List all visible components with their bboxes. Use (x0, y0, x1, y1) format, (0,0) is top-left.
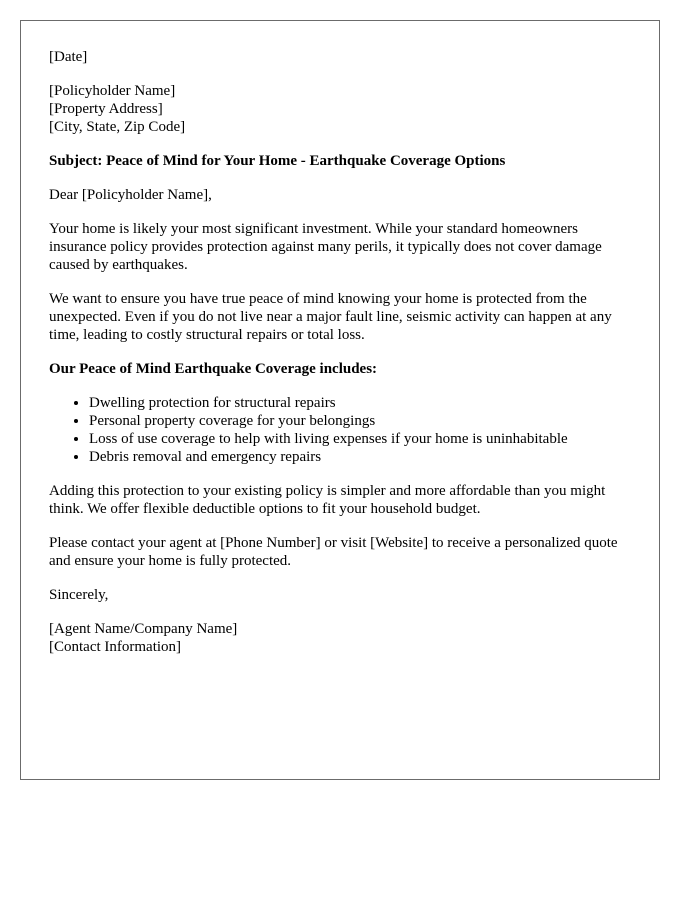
coverage-item: • Personal property coverage for your belongings (89, 412, 639, 430)
sign-off: Sincerely, (49, 587, 109, 603)
paragraph-affordable: Adding this protection to your existing policy is simpler and more affordable than you might think. We offer flexible deductible options to fit your household budget. (49, 483, 606, 517)
coverage-item: • Dwelling protection for structural repairs (89, 394, 639, 412)
paragraph-peace-of-mind: We want to ensure you have true peace of mind knowing your home is protected from the unexpected. Even if you do not live near a major fault line, seismic activity can happen at any time, leading to costly structural repairs or total loss. (49, 291, 612, 343)
paragraph-investment: Your home is likely your most significant investment. While your standard homeowners insurance policy provides protection against many perils, it typically does not cover damage caused by earthquakes. (49, 221, 602, 273)
coverage-list (49, 394, 639, 466)
recipient-address: [Property Address] (49, 101, 163, 117)
recipient-city-state-zip: [City, State, Zip Code] (49, 119, 186, 135)
letter-date: [Date] (49, 49, 88, 65)
recipient-block (49, 82, 639, 136)
coverage-item: • Loss of use coverage to help with living expenses if your home is uninhabitable (89, 430, 639, 448)
salutation: Dear [Policyholder Name], (49, 187, 212, 203)
subject-line: Subject: Peace of Mind for Your Home - Earthquake Coverage Options (49, 153, 506, 169)
coverage-item: • Debris removal and emergency repairs (89, 448, 639, 466)
signature-contact: [Contact Information] (49, 639, 182, 655)
paragraph-contact: Please contact your agent at [Phone Number] or visit [Website] to receive a personalized quote and ensure your home is fully protected. (49, 535, 618, 569)
signature-name: [Agent Name/Company Name] (49, 621, 238, 637)
recipient-name: [Policyholder Name] (49, 83, 176, 99)
letter-body (49, 48, 639, 672)
coverage-heading: Our Peace of Mind Earthquake Coverage includes: (49, 361, 378, 377)
signature-block (49, 620, 639, 656)
